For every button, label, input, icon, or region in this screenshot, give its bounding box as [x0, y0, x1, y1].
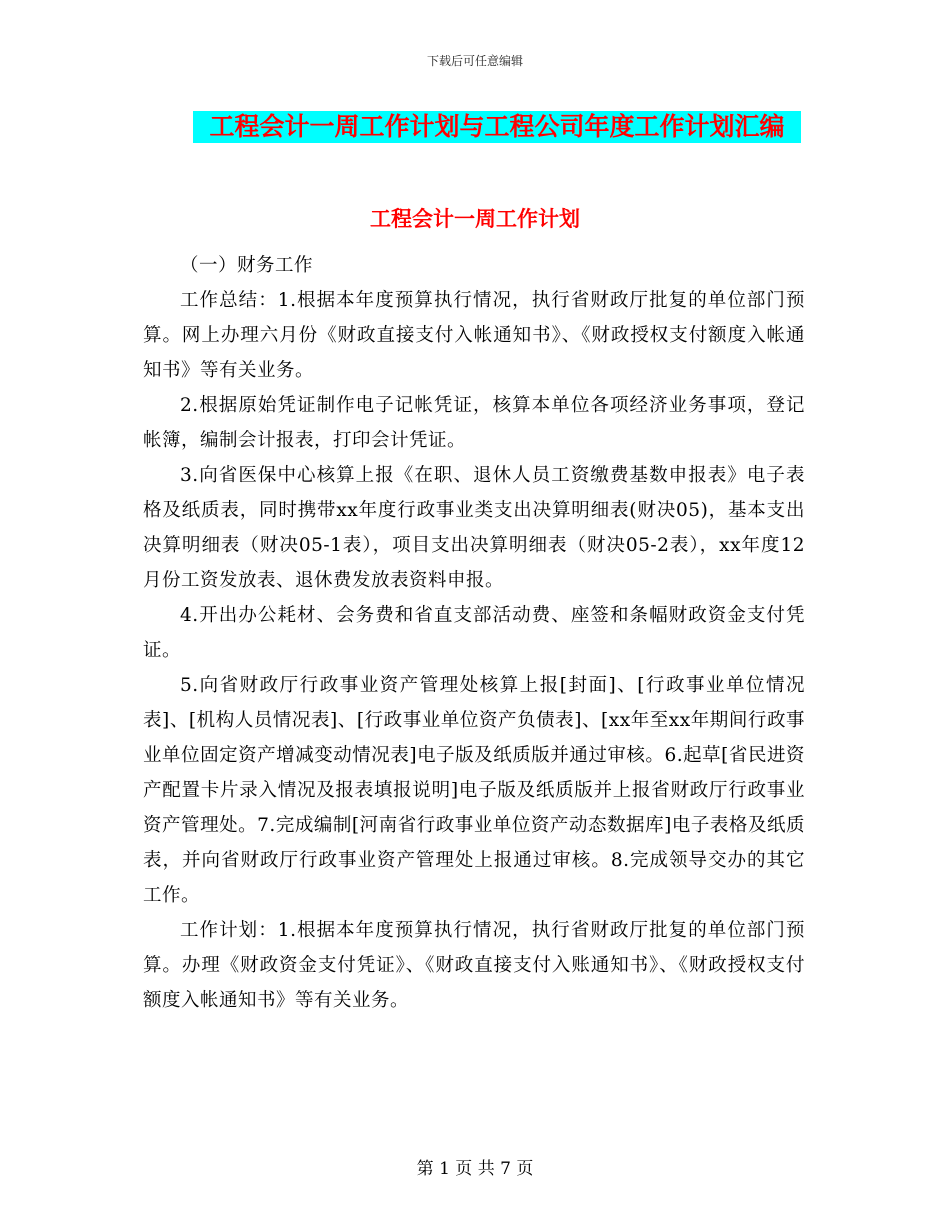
paragraph: 4.开出办公耗材、会务费和省直支部活动费、座签和条幅财政资金支付凭证。	[143, 605, 805, 661]
paragraph: 3.向省医保中心核算上报《在职、退休人员工资缴费基数申报表》电子表格及纸质表，同时携带xx年度行政事业类支出决算明细表(财决05)，基本支出决算明细表（财决05-1表），项目支出决算明细表（财决05-2表），xx年度12月份工资发放表、退休费发放表资料申报。	[143, 465, 805, 591]
header-note: 下载后可任意编辑	[426, 54, 523, 68]
paragraph: 工作计划：1.根据本年度预算执行情况，执行省财政厅批复的单位部门预算。办理《财政资金支付凭证》、《财政直接支付入账通知书》、《财政授权支付额度入帐通知书》等有关业务。	[143, 920, 805, 1011]
paragraph: 2.根据原始凭证制作电子记帐凭证，核算本单位各项经济业务事项，登记帐簿，编制会计报表，打印会计凭证。	[143, 395, 805, 451]
paragraph: 工作总结：1.根据本年度预算执行情况，执行省财政厅批复的单位部门预算。网上办理六月份《财政直接支付入帐通知书》、《财政授权支付额度入帐通知书》等有关业务。	[143, 290, 805, 381]
document-title: 工程会计一周工作计划与工程公司年度工作计划汇编	[193, 111, 801, 143]
page-number-footer: 第 1 页 共 7 页	[416, 1159, 534, 1179]
document-body	[143, 248, 805, 1018]
paragraph-section-heading: （一）财务工作	[180, 255, 314, 276]
section-title: 工程会计一周工作计划	[370, 206, 580, 231]
paragraph: 5.向省财政厅行政事业资产管理处核算上报[封面]、[行政事业单位情况表]、[机构人员情况表]、[行政事业单位资产负债表]、[xx年至xx年期间行政事业单位固定资产增减变动情况表]电子版及纸质版并通过审核。6.起草[省民进资产配置卡片录入情况及报表填报说明]电子版及纸质版并上报省财政厅行政事业资产管理处。7.完成编制[河南省行政事业单位资产动态数据库]电子表格及纸质表，并向省财政厅行政事业资产管理处上报通过审核。8.完成领导交办的其它工作。	[143, 675, 805, 906]
